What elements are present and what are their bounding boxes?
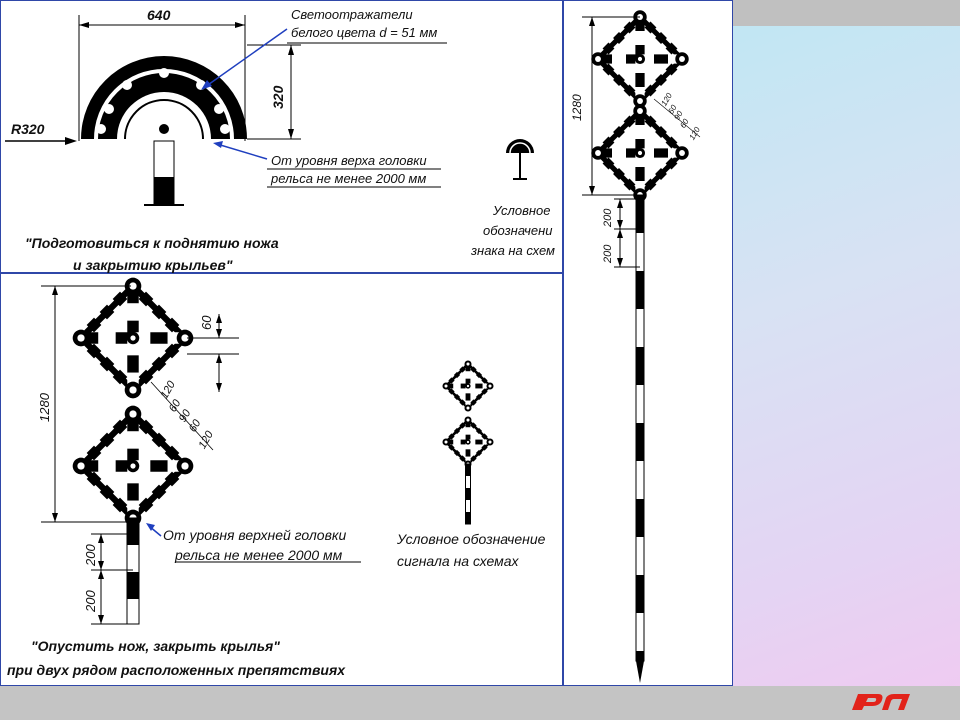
- dimension-60b: 60: [678, 117, 691, 130]
- caption-line2: и закрытию крыльев": [73, 257, 233, 273]
- rail-note-line1: От уровня верхней головки: [163, 527, 347, 543]
- panel-lower-knife: [0, 273, 563, 686]
- rail-note-line1: От уровня верха головки: [271, 153, 427, 168]
- dimension-60: 60: [199, 315, 214, 330]
- legend-upper-diamond: [442, 360, 493, 411]
- caption-line1: "Опустить нож, закрыть крылья": [31, 638, 280, 654]
- dimension-200a: 200: [602, 208, 614, 227]
- double-diamond-sign-drawing: [1, 274, 564, 687]
- legend-line3: знака на схем: [471, 243, 555, 258]
- dimension-width: 640: [147, 7, 171, 23]
- background-gradient: [733, 0, 960, 720]
- striped-pole: [636, 195, 644, 661]
- dimension-120a: 120: [659, 91, 674, 108]
- rail-note-line2: рельса не менее 2000 мм: [271, 171, 427, 186]
- dimension-120a: 120: [158, 379, 178, 401]
- caption-line2: при двух рядом расположенных препятствиях: [7, 662, 345, 678]
- top-bar: [733, 0, 960, 26]
- reflector-note-line2: белого цвета d = 51 мм: [291, 25, 438, 40]
- legend-lower-diamond: [442, 416, 493, 467]
- caption-line1: "Подготовиться к поднятию ножа: [25, 235, 279, 251]
- double-diamond-pole-drawing: [564, 1, 734, 687]
- legend-post: [466, 464, 471, 524]
- reflector-note-line1: Светоотражатели: [291, 7, 413, 22]
- upper-diamond: [73, 278, 194, 399]
- dimension-90: 90: [176, 407, 194, 425]
- dimension-200a: 200: [83, 544, 98, 566]
- panel-sign-pole: [563, 0, 733, 686]
- dimension-60c: 60: [186, 417, 204, 435]
- pole-upper-diamond: [591, 10, 688, 107]
- legend-line1: Условное обозначение: [397, 531, 546, 547]
- dimension-120b: 120: [687, 125, 702, 142]
- rail-note-line2: рельса не менее 2000 мм: [175, 547, 343, 563]
- panel-prepare-knife: [0, 0, 563, 273]
- dimension-total-height: 1280: [37, 393, 52, 422]
- dimension-120b: 120: [196, 429, 216, 451]
- dimension-total-height: 1280: [570, 94, 584, 121]
- legend-line2: сигнала на схемах: [397, 553, 519, 569]
- dimension-200b: 200: [602, 244, 614, 263]
- dimension-90: 90: [672, 109, 685, 122]
- pole-lower-diamond: [591, 104, 691, 201]
- lower-diamond: [73, 406, 194, 527]
- radius-label: R320: [11, 121, 45, 137]
- legend-line1: Условное: [493, 203, 551, 218]
- dimension-60b: 60: [166, 397, 184, 415]
- dimension-60a: 60: [666, 103, 679, 116]
- bottom-bar: [0, 686, 960, 720]
- dimension-200b: 200: [83, 590, 98, 612]
- legend-line2: обозначени: [483, 223, 553, 238]
- rzd-logo: [848, 686, 918, 718]
- semicircle-sign-drawing: [1, 1, 564, 274]
- dimension-height: 320: [270, 85, 286, 109]
